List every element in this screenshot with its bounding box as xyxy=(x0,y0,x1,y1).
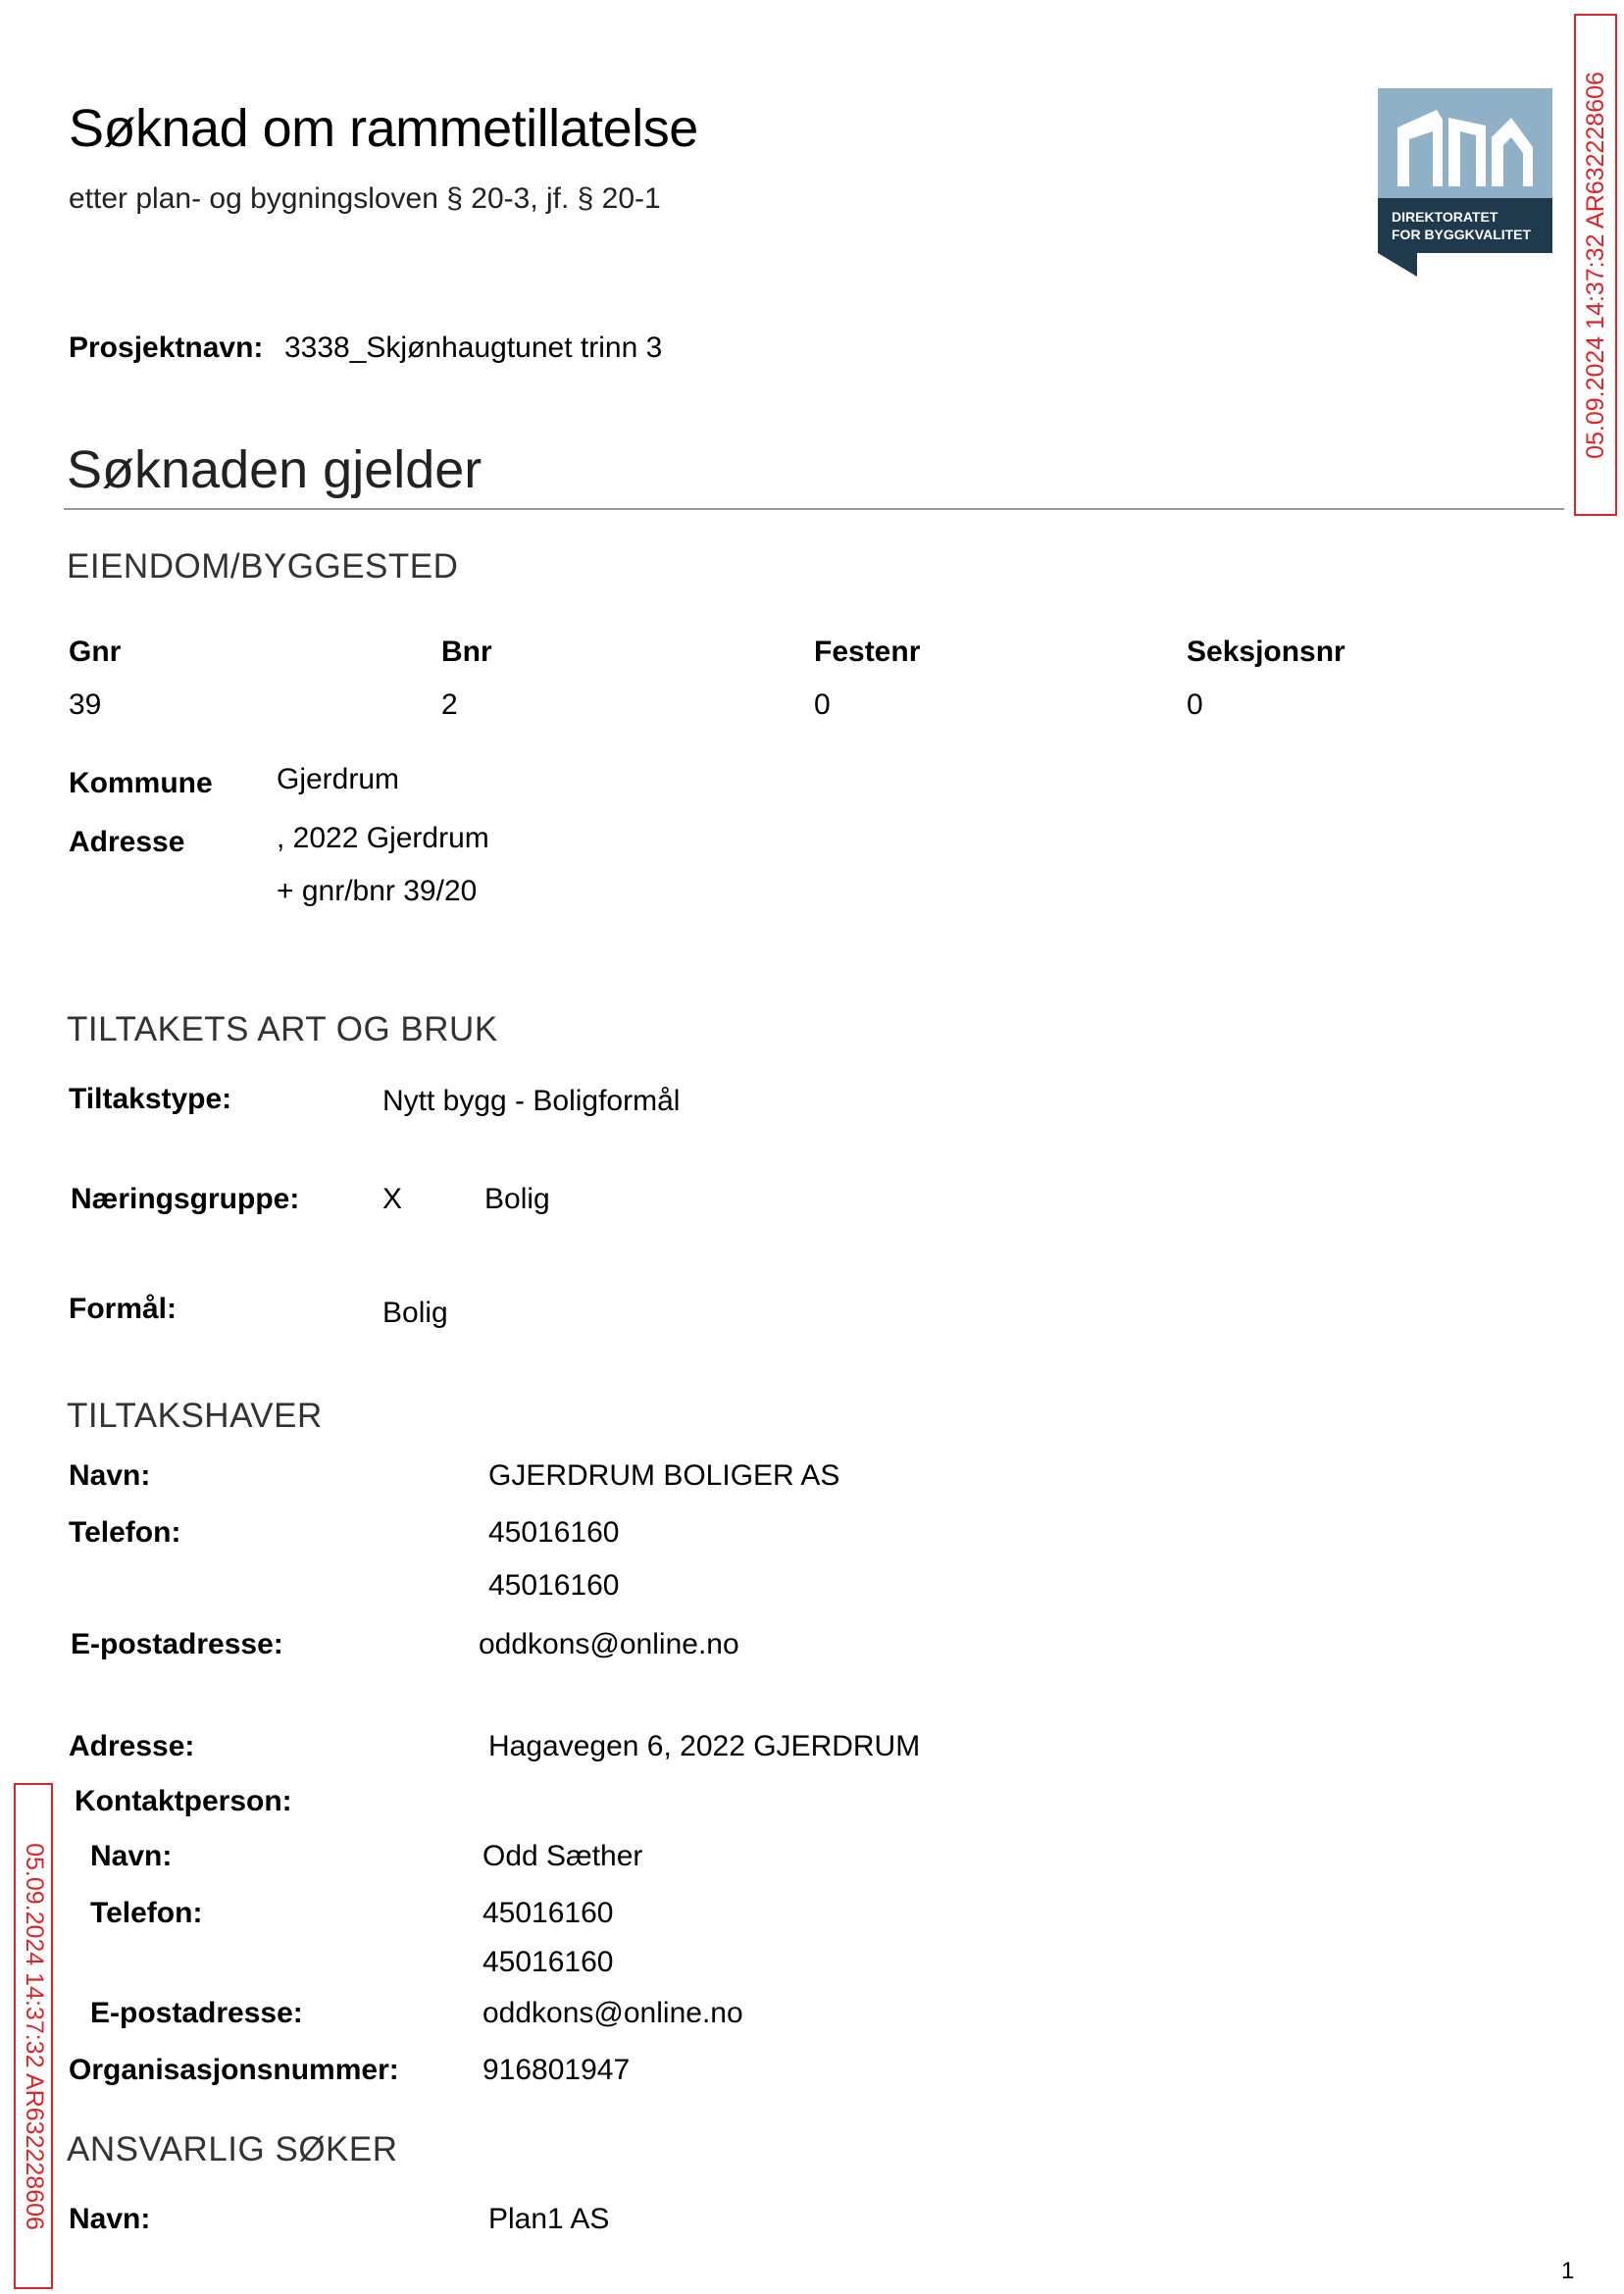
naeringsgruppe-value: Bolig xyxy=(484,1183,550,1215)
seksjonsnr-value: 0 xyxy=(1187,688,1203,721)
kontakt-navn-label: Navn: xyxy=(90,1840,173,1872)
dibk-logo-graphic xyxy=(1378,88,1552,277)
tiltakshaver-epost-label: E-postadresse: xyxy=(71,1628,283,1660)
naeringsgruppe-label: Næringsgruppe: xyxy=(71,1183,300,1215)
heading-rule xyxy=(64,508,1564,510)
stamp-text: 05.09.2024 14:37:32 AR632228606 xyxy=(1581,71,1609,459)
document-title: Søknad om rammetillatelse xyxy=(69,99,698,158)
tiltakshaver-epost: oddkons@online.no xyxy=(479,1628,739,1660)
kommune-value: Gjerdrum xyxy=(277,763,400,795)
tiltakshaver-telefon1: 45016160 xyxy=(488,1516,620,1549)
ansvarlig-navn-label: Navn: xyxy=(69,2203,151,2235)
festenr-value: 0 xyxy=(814,688,831,721)
logo-text-line2: FOR BYGGKVALITET xyxy=(1392,227,1532,242)
kontakt-navn: Odd Sæther xyxy=(482,1840,643,1872)
tiltakshaver-telefon2: 45016160 xyxy=(488,1569,620,1602)
orgnr-value: 916801947 xyxy=(482,2054,631,2086)
tiltakshaver-telefon-label: Telefon: xyxy=(69,1516,181,1549)
tiltakstype-value: Nytt bygg - Boligformål xyxy=(382,1085,681,1117)
project-label: Prosjektnavn: xyxy=(69,331,264,364)
kontakt-telefon2: 45016160 xyxy=(482,1946,614,1978)
kommune-label: Kommune xyxy=(69,767,213,799)
tiltakstype-label: Tiltakstype: xyxy=(69,1083,232,1115)
gnr-value: 39 xyxy=(69,688,102,721)
section-ansvarlig-soker: ANSVARLIG SØKER xyxy=(67,2130,398,2168)
gnr-label: Gnr xyxy=(69,636,122,668)
formal-value: Bolig xyxy=(382,1297,448,1329)
section-tiltak: TILTAKETS ART OG BRUK xyxy=(67,1010,498,1048)
kontakt-telefon-label: Telefon: xyxy=(90,1897,203,1929)
tiltakshaver-navn: GJERDRUM BOLIGER AS xyxy=(488,1459,840,1492)
naeringsgruppe-code: X xyxy=(382,1183,403,1215)
stamp-text: 05.09.2024 14:37:32 AR632228606 xyxy=(20,1842,48,2230)
logo-text-line1: DIREKTORATET xyxy=(1392,209,1498,225)
tiltakshaver-adresse: Hagavegen 6, 2022 GJERDRUM xyxy=(488,1730,921,1762)
kontaktperson-label: Kontaktperson: xyxy=(75,1785,292,1817)
kontakt-epost: oddkons@online.no xyxy=(482,1997,743,2029)
timestamp-stamp-left xyxy=(14,1783,53,2289)
tiltakshaver-navn-label: Navn: xyxy=(69,1459,151,1492)
main-heading: Søknaden gjelder xyxy=(67,440,482,499)
document-subtitle: etter plan- og bygningsloven § 20-3, jf. § 20-1 xyxy=(69,182,661,215)
adresse-line2: + gnr/bnr 39/20 xyxy=(277,875,478,907)
section-tiltakshaver: TILTAKSHAVER xyxy=(67,1397,323,1435)
tiltakshaver-adresse-label: Adresse: xyxy=(69,1730,195,1762)
page-number: 1 xyxy=(1561,2258,1575,2284)
dibk-logo xyxy=(1378,88,1552,277)
adresse-label: Adresse xyxy=(69,826,185,858)
ansvarlig-navn: Plan1 AS xyxy=(488,2203,610,2235)
adresse-line1: , 2022 Gjerdrum xyxy=(277,822,489,854)
project-value: 3338_Skjønhaugtunet trinn 3 xyxy=(284,331,663,364)
bnr-label: Bnr xyxy=(441,636,492,668)
kontakt-telefon1: 45016160 xyxy=(482,1897,614,1929)
seksjonsnr-label: Seksjonsnr xyxy=(1187,636,1345,668)
festenr-label: Festenr xyxy=(814,636,921,668)
section-eiendom: EIENDOM/BYGGESTED xyxy=(67,547,459,586)
formal-label: Formål: xyxy=(69,1293,178,1325)
kontakt-epost-label: E-postadresse: xyxy=(90,1997,303,2029)
orgnr-label: Organisasjonsnummer: xyxy=(69,2054,399,2086)
timestamp-stamp-right xyxy=(1574,14,1617,516)
bnr-value: 2 xyxy=(441,688,458,721)
